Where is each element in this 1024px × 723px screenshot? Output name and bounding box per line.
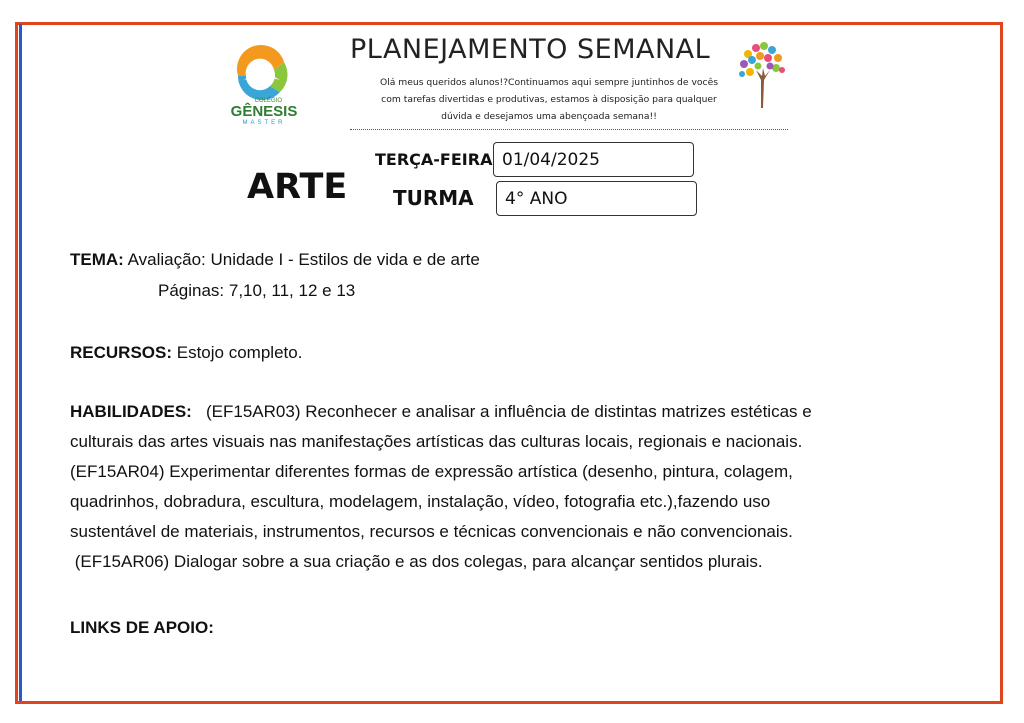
subject-title: ARTE: [247, 167, 348, 207]
greeting-text: [374, 74, 724, 125]
habilidades-line: (EF15AR06) Dialogar sobre a sua criação e as dos colegas, para alcançar sentidos plurais.: [70, 552, 763, 571]
logo-name: GÊNESIS: [230, 103, 298, 120]
page-title: PLANEJAMENTO SEMANAL: [350, 34, 711, 65]
header-divider: [350, 129, 788, 130]
recursos-label: RECURSOS:: [70, 343, 173, 362]
tema-text: Avaliação: Unidade I - Estilos de vida e de arte: [127, 250, 480, 269]
recursos-text: Estojo completo.: [176, 343, 303, 362]
date-field[interactable]: [493, 142, 694, 177]
left-accent-line: [19, 24, 22, 701]
logo-small-text: COLÉGIO: [254, 98, 282, 104]
class-value: 4° ANO: [505, 188, 568, 209]
class-label: TURMA: [393, 186, 474, 210]
habilidades-line: (EF15AR03) Reconhecer e analisar a influência de distintas matrizes estéticas e: [206, 402, 812, 421]
greeting-line: Olá meus queridos alunos!?Continuamos aqui sempre juntinhos de vocês: [379, 77, 719, 88]
habilidades-line: (EF15AR04) Experimentar diferentes formas de expressão artística (desenho, pintura, colagem,: [70, 462, 793, 481]
habilidades-line: culturais das artes visuais nas manifestações artísticas das culturas locais, regionais e nacionais.: [70, 432, 803, 451]
recursos-section: [70, 338, 302, 368]
logo-sub: MASTER: [242, 120, 286, 126]
tema-section: [70, 245, 480, 275]
date-value: 01/04/2025: [502, 149, 600, 170]
tree-icon: [734, 40, 790, 110]
habilidades-line: quadrinhos, dobradura, escultura, modelagem, instalação, vídeo, fotografia etc.),fazendo uso: [70, 492, 771, 511]
habilidades-label: HABILIDADES:: [70, 402, 192, 421]
greeting-line: dúvida e desejamos uma abençoada semana!!: [441, 111, 657, 122]
tema-pages: Páginas: 7,10, 11, 12 e 13: [158, 281, 356, 300]
greeting-line: com tarefas divertidas e produtivas, estamos à disposição para qualquer: [381, 94, 717, 105]
day-label: TERÇA-FEIRA: [375, 150, 493, 169]
habilidades-line: sustentável de materiais, instrumentos, recursos e técnicas convencionais e não convencionais.: [70, 522, 793, 541]
links-label: LINKS DE APOIO:: [70, 618, 214, 637]
school-logo-icon: [222, 40, 306, 126]
class-field[interactable]: [496, 181, 697, 216]
habilidades-section: [70, 397, 930, 577]
tema-label: TEMA:: [70, 250, 124, 269]
